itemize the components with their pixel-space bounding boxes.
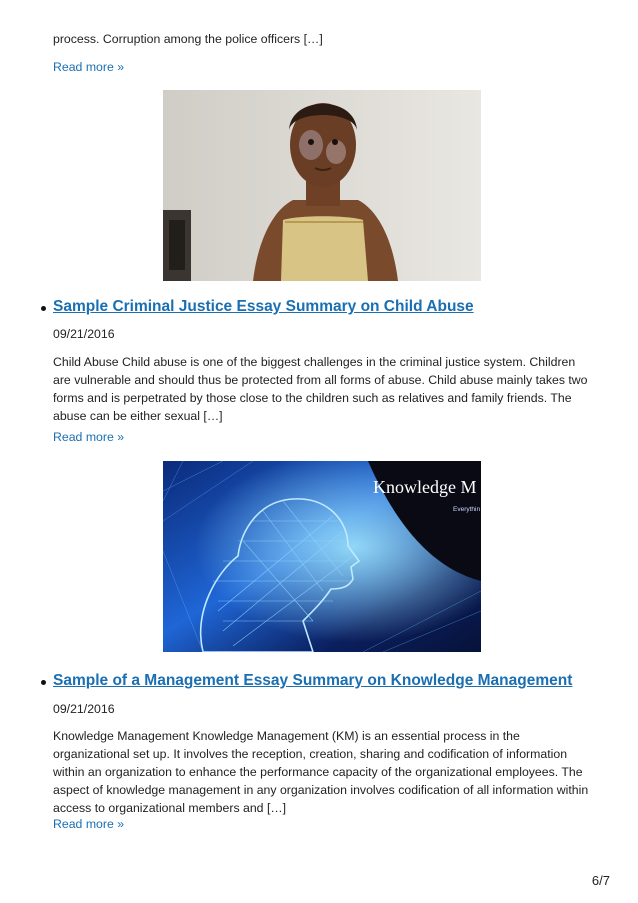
km-image-caption: Knowledge M [373, 477, 477, 497]
read-more-link[interactable]: Read more » [53, 60, 125, 74]
post-excerpt: Knowledge Management Knowledge Management (KM) is an essential process in the organizational set up. It involves the reception, creation, sharing and codification of information within an organization to enhance the performance capacity of the organizational employees. The aspect of knowledge management in any organization involves codification of all information within access to organizational members and […] [53, 729, 589, 815]
page-number: 6/7 [591, 873, 610, 888]
read-more-link[interactable]: Read more » [53, 430, 125, 444]
list-bullet [41, 680, 46, 685]
child-abuse-image [163, 90, 481, 281]
post-excerpt: Child Abuse Child abuse is one of the biggest challenges in the criminal justice system. Children are vulnerable and should thus be protected from all forms of abuse. Child abuse mainly takes two forms and is perpetrated by those close to the children such as relatives and family friends. The abuse can be either sexual […] [53, 355, 588, 423]
knowledge-management-image [163, 461, 481, 652]
post-date: 09/21/2016 [53, 702, 115, 716]
list-bullet [41, 306, 46, 311]
read-more-link[interactable]: Read more » [53, 817, 125, 831]
post-title-link[interactable]: Sample of a Management Essay Summary on Knowledge Management [53, 672, 573, 689]
post-date: 09/21/2016 [53, 327, 115, 341]
previous-post-excerpt: process. Corruption among the police officers […] [53, 32, 323, 46]
post-title-link[interactable]: Sample Criminal Justice Essay Summary on Child Abuse [53, 298, 474, 315]
km-image-subcaption: Everythin [453, 506, 481, 513]
